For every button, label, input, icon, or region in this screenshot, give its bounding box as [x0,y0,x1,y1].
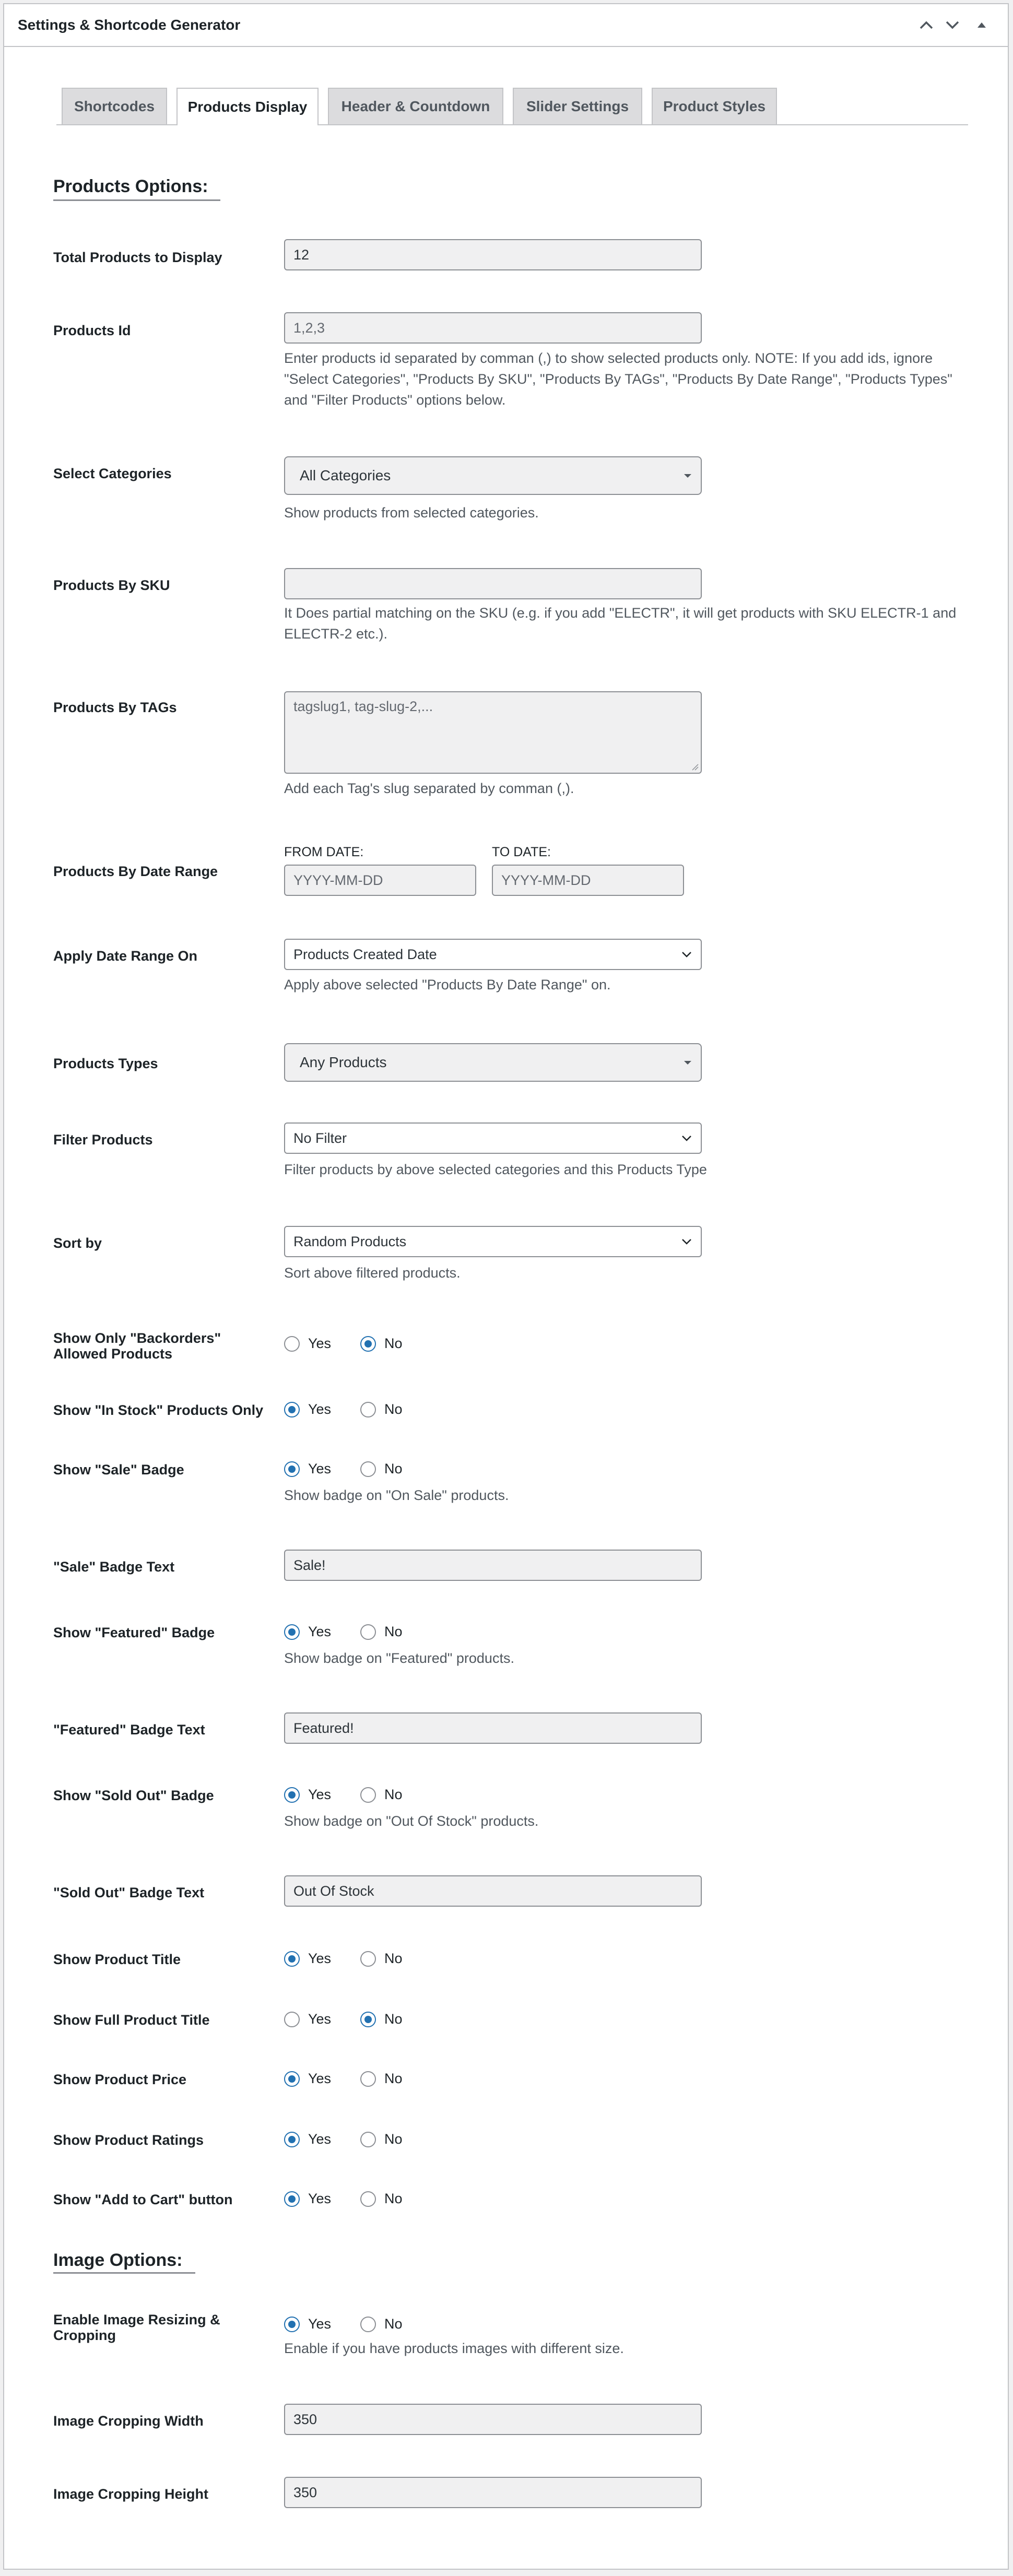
backorders-label: Show Only "Backorders" Allowed Products [53,1330,221,1362]
radio-label: No [384,1787,403,1802]
sku-label: Products By SKU [53,577,170,593]
full-title-label: Show Full Product Title [53,2012,210,2028]
radio-button[interactable] [360,2012,376,2027]
product-ratings-label: Show Product Ratings [53,2132,204,2148]
chevron-down-icon [681,1238,692,1245]
radio-button[interactable] [360,2132,376,2147]
to-date-label: TO DATE: [492,845,551,859]
sale-badge-label: Show "Sale" Badge [53,1462,184,1478]
categories-select[interactable] [284,456,702,495]
total-products-input[interactable]: 12 [284,239,702,270]
radio-option-yes[interactable] [284,1336,331,1352]
sale-text-label: "Sale" Badge Text [53,1559,175,1575]
radio-option-yes[interactable] [284,1787,331,1803]
tab-products-display[interactable]: Products Display [176,88,319,125]
radio-option-no[interactable] [360,1951,403,1967]
apply-date-description: Apply above selected "Products By Date Range" on. [284,977,611,992]
chevron-down-icon [681,1135,692,1142]
categories-selected-value: All Categories [300,467,391,483]
sort-by-label: Sort by [53,1235,102,1251]
radio-button[interactable] [284,2191,300,2207]
apply-date-label: Apply Date Range On [53,948,198,964]
sort-by-description: Sort above filtered products. [284,1265,461,1281]
featured-badge-label: Show "Featured" Badge [53,1625,215,1640]
radio-button[interactable] [360,1461,376,1477]
tab-header-countdown[interactable]: Header & Countdown [328,88,503,124]
tab-shortcodes[interactable]: Shortcodes [62,88,167,124]
featured-badge-description: Show badge on "Featured" products. [284,1650,514,1666]
soldout-text-input[interactable]: Out Of Stock [284,1875,702,1907]
products-types-selected-value: Any Products [300,1054,387,1070]
radio-option-yes[interactable] [284,2131,331,2147]
radio-button[interactable] [360,1624,376,1640]
radio-label: Yes [308,2191,332,2206]
apply-date-select[interactable] [284,939,702,970]
chevron-down-icon [945,20,960,30]
image-resizing-label: Enable Image Resizing & Cropping [53,2312,220,2343]
radio-option-no[interactable] [360,1787,403,1803]
radio-option-no[interactable] [360,1401,403,1417]
radio-option-yes[interactable] [284,2011,331,2027]
cropping-height-label: Image Cropping Height [53,2486,208,2502]
categories-description: Show products from selected categories. [284,505,539,521]
radio-button[interactable] [284,2071,300,2087]
products-options-heading: Products Options: [53,176,208,196]
tags-label: Products By TAGs [53,700,177,715]
sort-by-select[interactable] [284,1226,702,1257]
image-resizing-description: Enable if you have products images with different size. [284,2341,624,2356]
radio-option-no[interactable] [360,2071,403,2087]
filter-products-description: Filter products by above selected categories and this Products Type [284,1162,707,1177]
radio-option-yes[interactable] [284,1624,331,1640]
radio-button[interactable] [360,1402,376,1417]
cropping-width-input[interactable]: 350 [284,2404,702,2435]
to-date-input[interactable]: YYYY-MM-DD [492,865,684,896]
radio-label: Yes [308,1461,332,1476]
radio-option-no[interactable] [360,2131,403,2147]
radio-button[interactable] [284,2012,300,2027]
radio-label: Yes [308,1336,332,1351]
chevron-down-icon [681,951,692,958]
products-types-label: Products Types [53,1056,158,1071]
radio-option-no[interactable] [360,2191,403,2207]
radio-label: Yes [308,1401,332,1417]
radio-label: Yes [308,1787,332,1802]
tags-textarea[interactable] [284,691,702,774]
radio-label: No [384,1951,403,1966]
products-id-description: Enter products id separated by comman (,) to show selected products only. NOTE: If you add ids, ignore "Select Categories", "Products By SKU", "Products By TAGs", "Products By Date Range", "Products Types" and "Filter Products" options below. [284,350,952,408]
heading-underline [53,2272,195,2274]
radio-button[interactable] [284,1336,300,1352]
in-stock-label: Show "In Stock" Products Only [53,1402,264,1418]
radio-label: Yes [308,2071,332,2086]
tags-description: Add each Tag's slug separated by comman (,). [284,781,574,796]
select-categories-label: Select Categories [53,466,172,481]
radio-button[interactable] [284,1461,300,1477]
move-up-button[interactable] [914,13,939,38]
radio-option-no[interactable] [360,1624,403,1640]
radio-label: No [384,1461,403,1476]
apply-date-selected-value: Products Created Date [293,946,437,962]
add-to-cart-label: Show "Add to Cart" button [53,2192,233,2207]
caret-down-icon [683,1060,692,1065]
radio-button[interactable] [284,2317,300,2332]
radio-button[interactable] [360,1787,376,1803]
radio-label: Yes [308,2011,332,2027]
soldout-badge-label: Show "Sold Out" Badge [53,1788,214,1803]
postbox-header [4,4,1008,47]
sale-badge-description: Show badge on "On Sale" products. [284,1487,509,1503]
radio-option-no[interactable] [360,1461,403,1477]
radio-option-no[interactable] [360,2011,403,2027]
radio-button[interactable] [284,1624,300,1640]
products-types-select[interactable] [284,1043,702,1082]
radio-button[interactable] [360,1336,376,1352]
settings-tabs [56,88,968,125]
radio-label: No [384,2131,403,2147]
cropping-width-label: Image Cropping Width [53,2413,204,2429]
radio-option-yes[interactable] [284,2191,331,2207]
settings-postbox [3,3,1009,2570]
radio-button[interactable] [284,1787,300,1803]
radio-label: Yes [308,2131,332,2147]
radio-button[interactable] [360,2317,376,2332]
total-products-label: Total Products to Display [53,250,222,265]
radio-option-yes[interactable] [284,1401,331,1417]
radio-button[interactable] [360,2071,376,2087]
postbox-title: Settings & Shortcode Generator [18,17,241,33]
radio-option-no[interactable] [360,1336,403,1352]
radio-label: No [384,1336,403,1351]
products-id-input[interactable]: 1,2,3 [284,312,702,344]
radio-label: No [384,2316,403,2332]
radio-label: No [384,1624,403,1639]
triangle-up-icon [976,21,987,29]
product-price-label: Show Product Price [53,2072,187,2087]
sort-by-selected-value: Random Products [293,1233,407,1249]
from-date-input[interactable]: YYYY-MM-DD [284,865,476,896]
toggle-panel-button[interactable] [969,13,994,38]
chevron-up-icon [918,20,934,30]
radio-option-yes[interactable] [284,2316,331,2332]
move-down-button[interactable] [940,13,965,38]
tab-product-styles[interactable]: Product Styles [652,88,777,124]
soldout-badge-description: Show badge on "Out Of Stock" products. [284,1813,539,1829]
sale-text-input[interactable]: Sale! [284,1550,702,1581]
image-options-heading: Image Options: [53,2250,183,2270]
radio-button[interactable] [284,2132,300,2147]
from-date-label: FROM DATE: [284,845,364,859]
tags-placeholder: tagslug1, tag-slug-2,... [293,699,433,714]
sku-description: It Does partial matching on the SKU (e.g. if you add "ELECTR", it will get products with SKU ELECTR-1 and ELECTR-2 etc.). [284,605,957,642]
radio-label: No [384,2071,403,2086]
radio-button[interactable] [284,1402,300,1417]
featured-text-label: "Featured" Badge Text [53,1722,205,1738]
radio-label: No [384,1401,403,1417]
radio-label: No [384,2191,403,2206]
radio-option-no[interactable] [360,2316,403,2332]
radio-button[interactable] [284,1951,300,1967]
radio-option-yes[interactable] [284,2071,331,2087]
date-range-label: Products By Date Range [53,864,218,879]
soldout-text-label: "Sold Out" Badge Text [53,1885,205,1900]
radio-button[interactable] [360,2191,376,2207]
filter-products-select[interactable] [284,1122,702,1154]
product-title-label: Show Product Title [53,1952,181,1967]
radio-option-yes[interactable] [284,1461,331,1477]
radio-label: No [384,2011,403,2027]
filter-products-selected-value: No Filter [293,1130,347,1146]
heading-underline [53,199,220,201]
sku-input[interactable] [284,568,702,599]
featured-text-input[interactable]: Featured! [284,1712,702,1744]
caret-down-icon [683,473,692,478]
radio-label: Yes [308,1951,332,1966]
filter-products-label: Filter Products [53,1132,153,1148]
radio-option-yes[interactable] [284,1951,331,1967]
products-id-label: Products Id [53,323,131,338]
cropping-height-input[interactable]: 350 [284,2477,702,2508]
resize-handle-icon[interactable] [691,763,699,771]
tab-slider-settings[interactable]: Slider Settings [513,88,642,124]
radio-label: Yes [308,2316,332,2332]
radio-button[interactable] [360,1951,376,1967]
radio-label: Yes [308,1624,332,1639]
